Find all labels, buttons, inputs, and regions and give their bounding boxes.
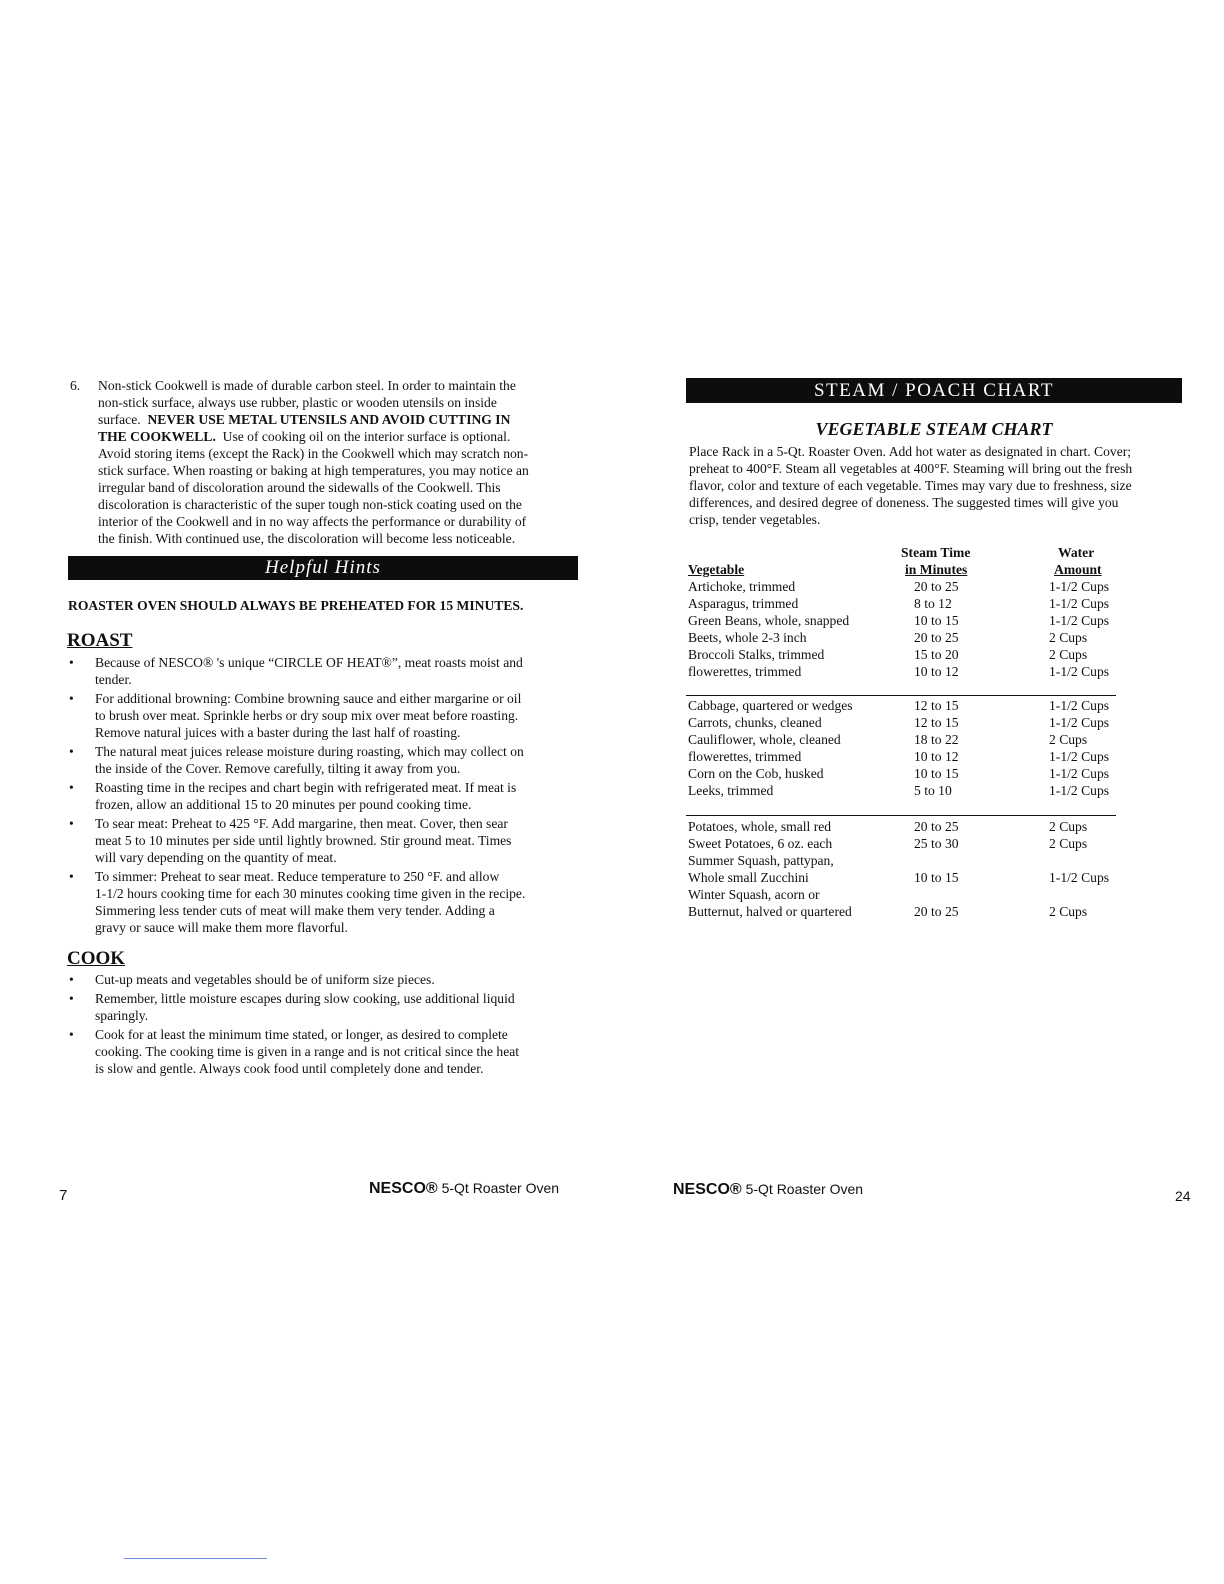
tip-line: to brush over meat. Sprinkle herbs or dry soup mix over meat before roasting. (95, 708, 519, 723)
header-time-line2: in Minutes (905, 562, 968, 577)
bullet-icon: • (69, 991, 74, 1006)
bullet-icon: • (69, 869, 74, 884)
time-cell: 10 to 12 (914, 664, 959, 679)
tip-item (67, 990, 562, 1024)
intro-line: preheat to 400°F. Steam all vegetables at 400°F. Steaming will bring out the fresh (689, 461, 1133, 476)
tip-item (67, 815, 572, 866)
tip-line: 1-1/2 hours cooking time for each 30 minutes cooking time given in the recipe. (95, 886, 526, 901)
water-cell (1049, 852, 1169, 869)
time-cell: 8 to 12 (914, 596, 952, 611)
time-cell: 20 to 25 (914, 579, 959, 594)
tip-item (67, 743, 572, 777)
bullet-icon: • (69, 780, 74, 795)
tip-line: To sear meat: Preheat to 425 °F. Add margarine, then meat. Cover, then sear (95, 816, 508, 831)
tip-line: meat 5 to 10 minutes per side until lightly browned. Stir ground meat. Times (95, 833, 512, 848)
note-line: interior of the Cookwell and in no way affects the performance or durability of (98, 514, 527, 529)
header-water-line1: Water (1058, 545, 1095, 560)
intro-line: differences, and desired degree of doneness. The suggested times will give you (689, 495, 1119, 510)
water-cell: 1-1/2 Cups (1049, 715, 1110, 730)
tip-item (67, 1026, 562, 1077)
bullet-icon: • (69, 655, 74, 670)
group-divider (686, 815, 1116, 816)
note-line: Non-stick Cookwell is made of durable carbon steel. In order to maintain the (98, 378, 516, 393)
water-cell: 1-1/2 Cups (1049, 596, 1110, 611)
intro-line: flavor, color and texture of each vegetable. Times may vary due to freshness, size (689, 478, 1132, 493)
header-time-line1: Steam Time (901, 545, 971, 560)
tip-line: tender. (95, 672, 132, 687)
tip-line: frozen, allow an additional 15 to 20 minutes per pound cooking time. (95, 797, 472, 812)
tip-line: is slow and gentle. Always cook food until completely done and tender. (95, 1061, 484, 1076)
tip-line: Simmering less tender cuts of meat will make them very tender. Adding a (95, 903, 495, 918)
vegetable-cell: Whole small Zucchini (688, 870, 809, 885)
tip-line: Cut-up meats and vegetables should be of uniform size pieces. (95, 972, 435, 987)
water-cell: 2 Cups (1049, 732, 1088, 747)
tip-item (67, 868, 572, 936)
cookwell-care-note (70, 377, 570, 547)
cook-heading: COOK (67, 948, 126, 969)
water-cell: 2 Cups (1049, 819, 1088, 834)
time-cell (914, 852, 1034, 869)
tip-line: For additional browning: Combine browning sauce and either margarine or oil (95, 691, 522, 706)
bullet-icon: • (69, 1027, 74, 1042)
tip-line: To simmer: Preheat to sear meat. Reduce temperature to 250 °F. and allow (95, 869, 500, 884)
warning-text: NEVER USE METAL UTENSILS AND AVOID CUTTING IN (147, 412, 511, 427)
tip-line: Remove natural juices with a baster during the last half of roasting. (95, 725, 461, 740)
vegetable-cell: Green Beans, whole, snapped (688, 613, 850, 628)
vegetable-cell: flowerettes, trimmed (688, 664, 802, 679)
vegetable-cell: Beets, whole 2-3 inch (688, 630, 807, 645)
cook-tips-list (67, 971, 562, 1079)
note-line (98, 428, 570, 445)
tip-line: Cook for at least the minimum time stated, or longer, as desired to complete (95, 1027, 508, 1042)
time-cell: 10 to 15 (914, 766, 959, 781)
time-cell: 18 to 22 (914, 732, 959, 747)
header-water-line2: Amount (1054, 562, 1102, 577)
time-cell: 12 to 15 (914, 698, 959, 713)
vegetable-cell: Broccoli Stalks, trimmed (688, 647, 825, 662)
bullet-icon: • (69, 691, 74, 706)
water-cell: 2 Cups (1049, 630, 1088, 645)
tip-item (67, 690, 572, 741)
tip-line: Roasting time in the recipes and chart begin with refrigerated meat. If meat is (95, 780, 517, 795)
item-number: 6. (70, 378, 81, 393)
note-line: irregular band of discoloration around the sidewalls of the Cookwell. This (98, 480, 501, 495)
bullet-icon: • (69, 816, 74, 831)
tip-line: gravy or sauce will make them more flavorful. (95, 920, 348, 935)
tip-line: The natural meat juices release moisture during roasting, which may collect on (95, 744, 524, 759)
tip-line: sparingly. (95, 1008, 149, 1023)
water-cell (1049, 886, 1169, 903)
time-cell: 20 to 25 (914, 630, 959, 645)
footer-right (673, 1181, 863, 1199)
time-cell: 20 to 25 (914, 819, 959, 834)
tip-item (67, 654, 572, 688)
note-line (98, 411, 570, 428)
time-cell: 25 to 30 (914, 836, 959, 851)
water-cell: 1-1/2 Cups (1049, 766, 1110, 781)
vegetable-cell: Artichoke, trimmed (688, 579, 796, 594)
page-number-right: 24 (1175, 1188, 1191, 1204)
water-cell: 1-1/2 Cups (1049, 870, 1110, 885)
chart-title: VEGETABLE STEAM CHART (815, 419, 1053, 439)
footer-left (369, 1180, 559, 1198)
brand-name: NESCO® (369, 1180, 438, 1197)
water-cell: 2 Cups (1049, 836, 1088, 851)
product-name: 5-Qt Roaster Oven (745, 1181, 864, 1197)
vegetable-cell: Butternut, halved or quartered (688, 904, 852, 919)
page-number-left: 7 (59, 1187, 68, 1204)
time-cell: 20 to 25 (914, 904, 959, 919)
water-cell: 2 Cups (1049, 904, 1088, 919)
note-line: non-stick surface, always use rubber, plastic or wooden utensils on inside (98, 395, 497, 410)
scan-artifact-line (124, 1558, 267, 1559)
note-line: Avoid storing items (except the Rack) in the Cookwell which may scratch non- (98, 446, 529, 461)
water-cell: 1-1/2 Cups (1049, 613, 1110, 628)
tip-line: the inside of the Cover. Remove carefully, tilting it away from you. (95, 761, 461, 776)
note-line: the finish. With continued use, the discoloration will become less noticeable. (98, 531, 516, 546)
vegetable-cell: flowerettes, trimmed (688, 749, 802, 764)
vegetable-cell: Asparagus, trimmed (688, 596, 799, 611)
product-name: 5-Qt Roaster Oven (441, 1180, 560, 1196)
warning-text: THE COOKWELL. (98, 429, 216, 444)
chart-intro (689, 443, 1187, 528)
note-line: discoloration is characteristic of the super tough non-stick coating used on the (98, 497, 522, 512)
water-cell: 1-1/2 Cups (1049, 783, 1110, 798)
vegetable-cell: Corn on the Cob, husked (688, 766, 824, 781)
vegetable-cell: Leeks, trimmed (688, 783, 774, 798)
preheat-notice: ROASTER OVEN SHOULD ALWAYS BE PREHEATED FOR 15 MINUTES. (68, 598, 524, 613)
vegetable-cell: Summer Squash, pattypan, (688, 853, 834, 868)
bullet-icon: • (69, 972, 74, 987)
group-divider (686, 695, 1116, 696)
water-cell: 2 Cups (1049, 647, 1088, 662)
time-cell: 10 to 15 (914, 870, 959, 885)
note-text: surface. (98, 412, 141, 427)
vegetable-cell: Carrots, chunks, cleaned (688, 715, 822, 730)
water-cell: 1-1/2 Cups (1049, 664, 1110, 679)
intro-line: crisp, tender vegetables. (689, 512, 821, 527)
tip-line: will vary depending on the quantity of meat. (95, 850, 337, 865)
tip-line: Because of NESCO® 's unique “CIRCLE OF HEAT®”, meat roasts moist and (95, 655, 523, 670)
tip-item (67, 779, 572, 813)
vegetable-cell: Sweet Potatoes, 6 oz. each (688, 836, 833, 851)
header-vegetable: Vegetable (688, 562, 745, 577)
time-cell: 5 to 10 (914, 783, 952, 798)
vegetable-cell: Cauliflower, whole, cleaned (688, 732, 841, 747)
tip-line: Remember, little moisture escapes during slow cooking, use additional liquid (95, 991, 515, 1006)
brand-name: NESCO® (673, 1181, 742, 1198)
roast-tips-list (67, 654, 572, 938)
time-cell: 10 to 15 (914, 613, 959, 628)
time-cell (914, 886, 1034, 903)
water-cell: 1-1/2 Cups (1049, 698, 1110, 713)
steam-poach-banner: STEAM / POACH CHART (686, 378, 1182, 403)
bullet-icon: • (69, 744, 74, 759)
vegetable-cell: Winter Squash, acorn or (688, 887, 820, 902)
tip-item (67, 971, 562, 988)
tip-line: cooking. The cooking time is given in a range and is not critical since the heat (95, 1044, 520, 1059)
water-cell: 1-1/2 Cups (1049, 749, 1110, 764)
time-cell: 12 to 15 (914, 715, 959, 730)
water-cell: 1-1/2 Cups (1049, 579, 1110, 594)
roast-heading: ROAST (67, 630, 133, 651)
time-cell: 10 to 12 (914, 749, 959, 764)
vegetable-cell: Potatoes, whole, small red (688, 819, 832, 834)
intro-line: Place Rack in a 5-Qt. Roaster Oven. Add hot water as designated in chart. Cover; (689, 444, 1132, 459)
note-line: stick surface. When roasting or baking at high temperatures, you may notice an (98, 463, 529, 478)
helpful-hints-banner: Helpful Hints (68, 556, 578, 580)
time-cell: 15 to 20 (914, 647, 959, 662)
note-text: Use of cooking oil on the interior surface is optional. (222, 429, 511, 444)
vegetable-cell: Cabbage, quartered or wedges (688, 698, 853, 713)
